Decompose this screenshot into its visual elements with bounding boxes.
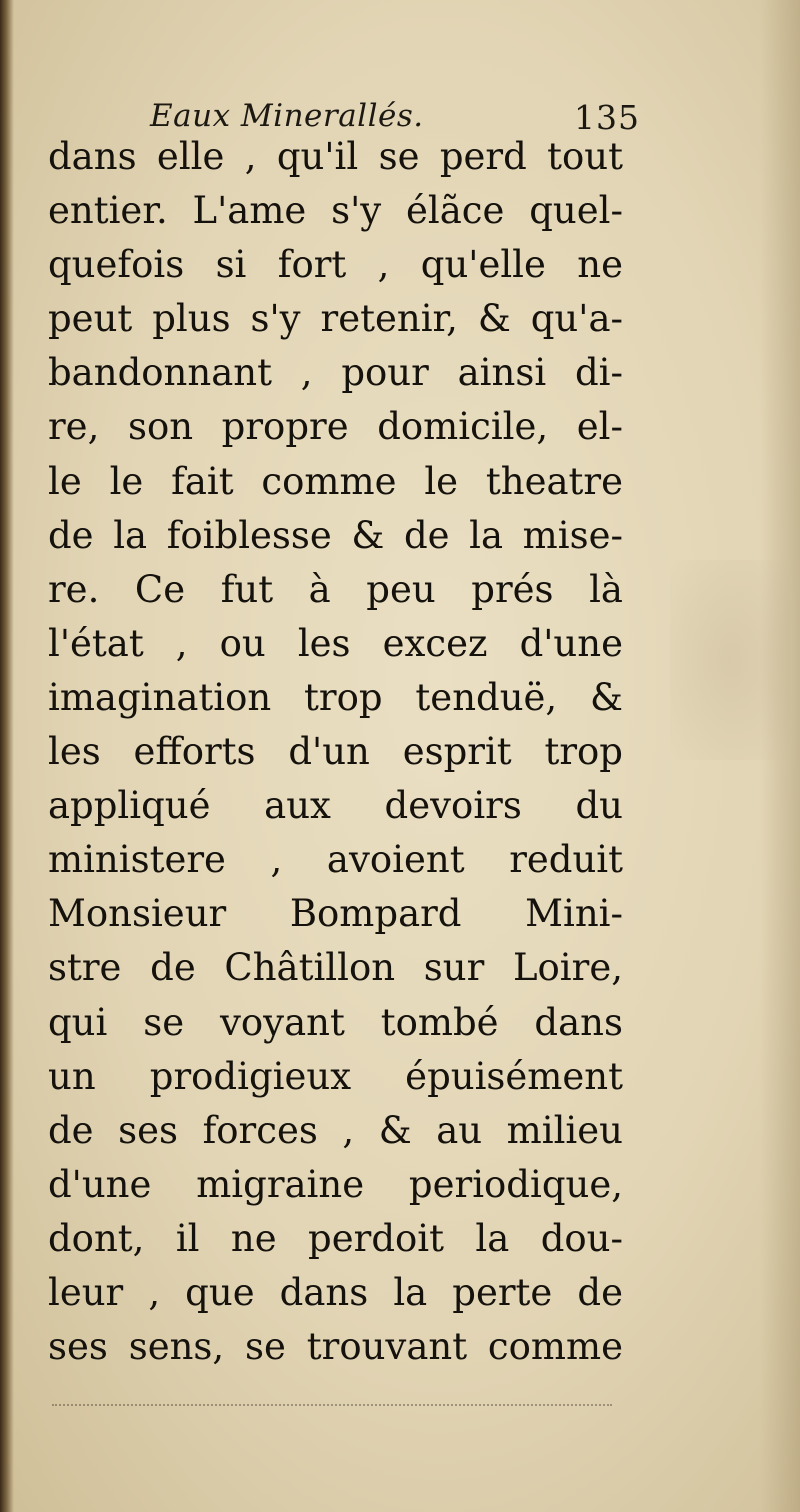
text-line: imagination trop tenduë, & <box>48 675 623 719</box>
text-line: de ses forces , & au milieu <box>48 1108 623 1152</box>
text-line: peut plus s'y retenir, & qu'a- <box>48 297 623 341</box>
page-number: 135 <box>574 98 640 137</box>
text-line: dont, il ne perdoit la dou- <box>48 1216 623 1260</box>
text-line: ministere , avoient reduit <box>48 838 623 882</box>
text-line: d'une migraine periodique, <box>48 1162 623 1206</box>
text-line: re, son propre domicile, el- <box>48 405 623 449</box>
text-line: ses sens, se trouvant comme <box>48 1325 623 1369</box>
text-line: quefois si fort , qu'elle ne <box>48 243 623 287</box>
text-line: bandonnant , pour ainsi di- <box>48 351 623 395</box>
text-line: les efforts d'un esprit trop <box>48 730 623 774</box>
text-line: re. Ce fut à peu prés là <box>48 567 623 611</box>
text-line: dans elle , qu'il se perd tout <box>48 135 623 178</box>
text-line: de la foiblesse & de la mise- <box>48 513 623 557</box>
book-spine-shadow <box>0 0 14 1512</box>
body-text <box>48 130 623 1374</box>
bottom-rule <box>52 1392 612 1406</box>
text-line: qui se voyant tombé dans <box>48 1000 623 1044</box>
text-line: leur , que dans la perte de <box>48 1270 623 1314</box>
running-title: Eaux Minerallés. <box>150 98 424 134</box>
text-line: appliqué aux devoirs du <box>48 784 623 828</box>
text-line: le le fait comme le theatre <box>48 459 623 503</box>
text-line: Monsieur Bompard Mini- <box>48 892 623 936</box>
text-line: un prodigieux épuisément <box>48 1054 623 1098</box>
text-line: l'état , ou les excez d'une <box>48 621 623 665</box>
text-line: stre de Châtillon sur Loire, <box>48 946 623 990</box>
text-line: entier. L'ame s'y élãce quel- <box>48 189 623 233</box>
ink-show-through <box>670 560 790 760</box>
